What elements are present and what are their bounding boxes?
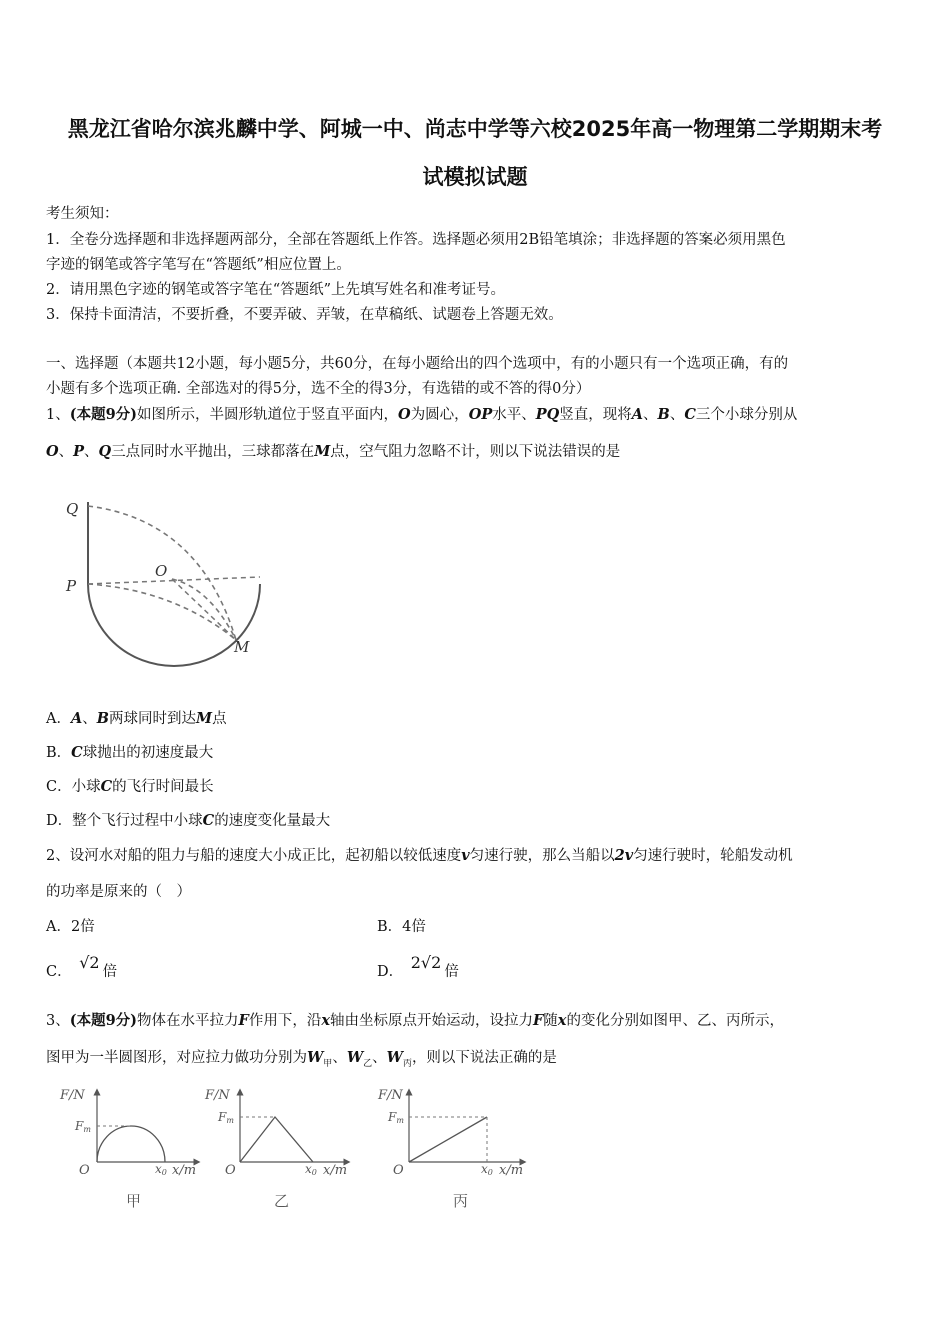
option-var: C	[100, 778, 113, 795]
q1-stem-line2	[46, 440, 620, 461]
q2-option-c[interactable]	[46, 953, 118, 981]
q3-var-W: W	[307, 1049, 324, 1066]
notice-item-3: 3．保持卡面清洁，不要折叠，不要弄破、弄皱，在草稿纸、试题卷上答题无效。	[46, 307, 563, 323]
option-var: C	[71, 744, 83, 761]
q3-stem-line1	[46, 1009, 784, 1030]
q3-var-W: W	[386, 1049, 403, 1066]
notice-item-2: 2．请用黑色字迹的钢笔或答字笔在“答题纸”上先填写姓名和准考证号。	[46, 282, 506, 298]
q3-score: (本题9分)	[69, 1012, 138, 1029]
q2-var-2v: 2v	[614, 847, 634, 864]
graph-bing	[377, 1088, 523, 1210]
q3-var-x: x	[557, 1012, 567, 1029]
x-axis-label: x/m	[499, 1163, 524, 1178]
q3-text: 、	[332, 1050, 347, 1066]
q3-sub: 甲	[323, 1058, 333, 1069]
q1-var-A: A	[631, 406, 644, 423]
notice-heading: 考生须知：	[46, 206, 119, 222]
option-text: 的飞行时间最长	[112, 779, 214, 795]
fm-subscript: m	[226, 1116, 234, 1125]
q1-text: 点，空气阻力忽略不计，则以下说法错误的是	[330, 444, 621, 460]
option-text: 小球	[71, 779, 101, 795]
y-axis-label: F/N	[378, 1088, 403, 1103]
option-text: 点	[212, 711, 227, 727]
option-text: 的速度变化量最大	[214, 813, 331, 829]
q1-text: 、	[58, 444, 74, 460]
q1-text: 为圆心，	[410, 407, 469, 423]
option-label: A．	[46, 711, 71, 727]
q1-var-O: O	[398, 406, 411, 423]
q3-text: 、	[372, 1050, 387, 1066]
trajectory-from-P	[88, 584, 236, 640]
q3-number: 3、	[46, 1013, 70, 1029]
q1-text: 三个小球分别从	[695, 407, 798, 423]
q1-text: 竖直，现将	[559, 407, 632, 423]
q2-var-v: v	[461, 847, 470, 864]
x0-label	[481, 1162, 493, 1177]
q3-text: 作用下，沿	[248, 1013, 322, 1029]
fm-label	[74, 1119, 91, 1134]
q2-text: 匀速行驶，那么当船以	[469, 848, 615, 864]
option-var: A	[70, 710, 83, 727]
q1-number: 1、	[46, 407, 70, 423]
q1-text: 、	[643, 407, 658, 423]
q3-text: 图甲为一半圆图形，对应拉力做功分别为	[46, 1050, 307, 1066]
x-axis-label: x/m	[172, 1163, 197, 1178]
fm-subscript: m	[396, 1116, 404, 1125]
origin-label: O	[225, 1163, 236, 1178]
semicircle-curve	[97, 1126, 165, 1162]
origin-label: O	[393, 1163, 404, 1178]
q1-stem-line1	[46, 403, 797, 424]
q1-text: 三点同时水平抛出，三球都落在	[111, 444, 315, 460]
sqrt-two-value: √2	[79, 953, 100, 972]
y-axis-label: F/N	[60, 1088, 85, 1103]
label-Q: Q	[66, 500, 79, 518]
q3-stem-line2	[46, 1046, 557, 1069]
q3-sub: 乙	[363, 1058, 373, 1069]
q1-var-O: O	[46, 443, 59, 460]
q3-text: 物体在水平拉力	[137, 1013, 239, 1029]
q2-option-b[interactable]	[377, 915, 426, 936]
option-label: D．	[377, 964, 404, 980]
q1-text: 如图所示，半圆形轨道位于竖直平面内，	[137, 407, 399, 423]
q1-text: 水平、	[492, 407, 536, 423]
q1-var-C: C	[684, 406, 696, 423]
label-P: P	[66, 577, 77, 595]
x0-label	[155, 1162, 167, 1177]
y-axis-label: F/N	[205, 1088, 230, 1103]
x0-letter: x	[481, 1162, 488, 1176]
graph-caption-bing: 丙	[453, 1192, 469, 1210]
option-var: M	[196, 710, 213, 727]
q1-var-M: M	[314, 443, 331, 460]
origin-label: O	[79, 1163, 90, 1178]
option-label: B．	[377, 919, 403, 935]
x0-subscript: 0	[161, 1168, 167, 1177]
q1-option-d[interactable]	[46, 809, 330, 830]
x-axis-label: x/m	[323, 1163, 348, 1178]
fm-subscript: m	[83, 1125, 91, 1134]
section-instructions-1: 一、选择题（本题共12小题，每小题5分，共60分，在每小题给出的四个选项中，有的小题只有一个选项正确，有的	[46, 356, 789, 372]
fm-label	[217, 1110, 234, 1125]
q3-sub: 丙	[402, 1058, 412, 1069]
option-text: 球抛出的初速度最大	[82, 745, 214, 761]
q3-force-graphs-figure	[55, 1080, 535, 1220]
option-text: 2倍	[70, 919, 95, 935]
x0-letter: x	[305, 1162, 312, 1176]
x0-subscript: 0	[487, 1168, 493, 1177]
x0-label	[305, 1162, 317, 1177]
option-text: 两球同时到达	[109, 711, 197, 727]
option-label: D．	[46, 813, 73, 829]
graph-caption-yi: 乙	[274, 1192, 290, 1210]
q1-var-PQ: PQ	[535, 406, 560, 423]
q3-var-W: W	[346, 1049, 364, 1066]
q1-var-P: P	[73, 443, 85, 460]
q1-option-a[interactable]	[46, 707, 227, 728]
notice-item-1a: 1．全卷分选择题和非选择题两部分，全部在答题纸上作答。选择题必须用2B铅笔填涂；非选择题的答案必须用黑色	[46, 232, 786, 248]
graph-caption-jia: 甲	[126, 1192, 142, 1210]
q1-var-OP: OP	[468, 406, 493, 423]
option-text: 4倍	[402, 919, 426, 935]
label-M: M	[234, 638, 250, 656]
q3-var-F: F	[238, 1012, 249, 1029]
q1-score: (本题9分)	[69, 406, 138, 423]
graph-jia	[59, 1088, 197, 1210]
option-text: 倍	[444, 964, 459, 980]
fm-letter: F	[218, 1110, 227, 1124]
q3-var-F: F	[533, 1012, 544, 1029]
option-text: 整个飞行过程中小球	[72, 813, 203, 829]
q2-text: 匀速行驶时，轮船发动机	[633, 848, 793, 864]
q1-semicircle-track-figure	[60, 490, 280, 675]
triangle-curve	[240, 1117, 313, 1162]
q3-text: 随	[543, 1013, 558, 1029]
q3-text: 轴由坐标原点开始运动，设拉力	[330, 1013, 533, 1029]
om-dashed-line	[172, 579, 236, 640]
q1-text: 、	[669, 407, 685, 423]
q1-var-Q: Q	[98, 443, 112, 460]
two-sqrt-two-value: 2√2	[410, 953, 442, 972]
graph-yi	[204, 1088, 347, 1210]
fm-letter: F	[75, 1119, 84, 1133]
exam-title-line2: 试模拟试题	[422, 165, 528, 189]
linear-curve	[409, 1117, 487, 1162]
fm-label	[387, 1110, 404, 1125]
q3-text: 的变化分别如图甲、乙、丙所示，	[566, 1013, 784, 1029]
q2-stem-line2: 的功率是原来的（ ）	[46, 884, 191, 900]
q1-option-c[interactable]	[46, 775, 214, 796]
q3-var-x: x	[321, 1012, 330, 1029]
option-var: B	[96, 710, 110, 727]
label-O: O	[155, 562, 168, 580]
option-label: C．	[46, 964, 72, 980]
q3-text: ，则以下说法正确的是	[411, 1050, 557, 1066]
section-instructions-2: 小题有多个选项正确. 全部选对的得5分，选不全的得3分，有选错的或不答的得0分）	[46, 381, 591, 397]
q1-option-b[interactable]	[46, 741, 213, 762]
x0-subscript: 0	[311, 1168, 317, 1177]
x0-letter: x	[155, 1162, 162, 1176]
notice-item-1b: 字迹的钢笔或答字笔写在“答题纸”相应位置上。	[46, 257, 351, 273]
q2-stem-line1	[46, 844, 793, 865]
option-label: C．	[46, 779, 72, 795]
q2-option-a[interactable]	[46, 915, 95, 936]
option-label: A．	[46, 919, 71, 935]
q1-var-B: B	[657, 406, 670, 423]
option-text: 倍	[102, 964, 118, 980]
q1-text: 、	[84, 444, 99, 460]
q2-option-d[interactable]	[377, 953, 459, 981]
q2-text: 2、设河水对船的阻力与船的速度大小成正比，起初船以较低速度	[46, 848, 462, 864]
option-var: C	[202, 812, 215, 829]
fm-letter: F	[388, 1110, 397, 1124]
option-text: 、	[82, 711, 97, 727]
exam-title-line1: 黑龙江省哈尔滨兆麟中学、阿城一中、尚志中学等六校2025年高一物理第二学期期末考	[67, 117, 883, 141]
option-label: B．	[46, 745, 72, 761]
